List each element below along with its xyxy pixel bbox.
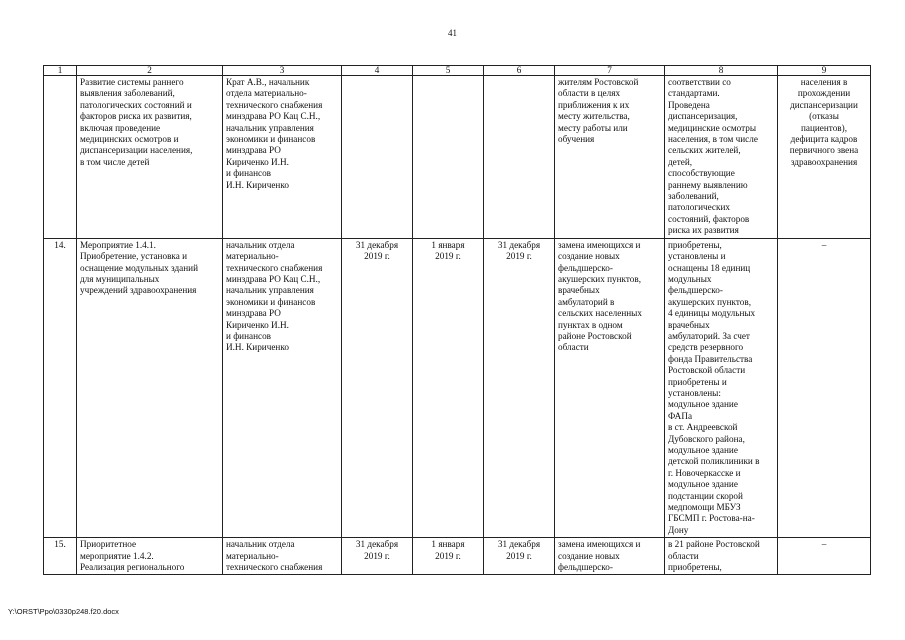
responsible-line: минздрава РО xyxy=(226,308,281,319)
header-col-4: 4 xyxy=(342,66,413,76)
actual-result-line: патологических xyxy=(668,202,730,213)
responsible-line: начальник управления xyxy=(226,122,314,133)
problems-line: первичного звена xyxy=(789,145,859,156)
measure-name-line: выявления заболеваний, xyxy=(80,88,175,99)
planned-result-line: сельских населенных xyxy=(558,308,642,319)
table-row xyxy=(44,76,871,239)
actual-result-line: населения, в том числе xyxy=(668,134,758,145)
actual-result-line: детей, xyxy=(668,156,693,167)
measure-name-line: диспансеризации населения, xyxy=(80,145,193,156)
actual-result-line: Ростовской области xyxy=(668,365,746,376)
measure-name-line: Приобретение, установка и xyxy=(80,251,188,262)
actual-result-line: приобретены, xyxy=(668,562,722,573)
planned-end-date-cell xyxy=(342,76,413,239)
actual-result-line: оснащены 18 единиц xyxy=(668,262,751,273)
responsible-line: начальник управления xyxy=(226,285,314,296)
actual-result-line: Проведена xyxy=(668,99,710,110)
actual-result-line: модульное здание xyxy=(668,479,738,490)
responsible-line: начальник отдела xyxy=(226,539,295,550)
actual-result-line: сельских жителей, xyxy=(668,145,741,156)
responsible-line: экономики и финансов xyxy=(226,296,316,307)
header-col-5: 5 xyxy=(413,66,484,76)
problems-line: диспансеризации xyxy=(790,99,858,110)
actual-result-line: ГБСМП г. Ростова-на- xyxy=(668,513,755,524)
responsible-line: технического снабжения xyxy=(226,99,323,110)
actual-result-line: амбулаторий. За счет xyxy=(668,330,750,341)
header-col-9: 9 xyxy=(778,66,871,76)
actual-result-line: Дону xyxy=(668,524,689,535)
measure-name-line: для муниципальных xyxy=(80,273,160,284)
actual-end-date-cell xyxy=(484,76,555,239)
actual-result-line: установлены и xyxy=(668,251,726,262)
actual-result-line: модульное здание xyxy=(668,445,738,455)
planned-result-line: приближения к их xyxy=(558,99,630,110)
actual-result-line: в 21 районе Ростовской xyxy=(668,539,760,550)
actual-start-date-cell xyxy=(413,76,484,239)
actual-end-date-cell xyxy=(484,538,555,575)
responsible-line: минздрава РО Кац С.Н., xyxy=(226,273,321,284)
actual-result-line: раннему выявлению xyxy=(668,179,748,190)
responsible-line: минздрава РО xyxy=(226,145,281,156)
responsible-line: Крат А.В., начальник xyxy=(226,77,310,87)
actual-result-line: стандартами. xyxy=(668,88,720,99)
measure-name-line: оснащение модульных зданий xyxy=(80,262,198,273)
problems-line: дефицита кадров xyxy=(790,134,858,145)
problems-line: здравоохранения xyxy=(790,156,858,167)
actual-result-line: соответствии со xyxy=(668,77,731,87)
responsible-line: отдела материально- xyxy=(226,88,307,99)
measure-name-line: мероприятие 1.4.2. xyxy=(80,550,154,561)
actual-result-line: способствующие xyxy=(668,168,735,179)
measure-name-line: включая проведение xyxy=(80,122,161,133)
planned-result-line: замена имеющихся и xyxy=(558,539,641,550)
actual-start-date-line: 2019 г. xyxy=(435,550,461,561)
responsible-line: И.Н. Кириченко xyxy=(226,179,289,190)
planned-end-date-line: 31 декабря xyxy=(355,239,399,250)
planned-result-cell xyxy=(555,538,665,575)
planned-result-cell xyxy=(555,76,665,239)
actual-result-line: врачебных xyxy=(668,319,710,330)
actual-end-date-line: 2019 г. xyxy=(506,550,532,561)
responsible-line: материально- xyxy=(226,251,279,262)
actual-result-line: в ст. Андреевской xyxy=(668,422,738,433)
problems-line: пациентов), xyxy=(800,122,847,133)
planned-result-cell xyxy=(555,238,665,538)
actual-end-date-line: 2019 г. xyxy=(506,251,532,262)
actual-result-line: Дубовского района, xyxy=(668,433,745,444)
responsible-line: и финансов xyxy=(226,330,272,341)
planned-result-line: создание новых xyxy=(558,550,620,561)
actual-end-date-line: 31 декабря xyxy=(497,539,541,550)
row-number-line: 15. xyxy=(54,539,66,550)
measure-name-line: медицинских осмотров и xyxy=(80,134,179,145)
problems-line: прохождении xyxy=(797,88,851,99)
actual-start-date-line: 1 января xyxy=(431,239,465,250)
actual-result-line: приобретены, xyxy=(668,239,722,250)
planned-result-line: фельдшерско- xyxy=(558,562,613,573)
measure-name-line: Развитие системы раннего xyxy=(80,77,184,87)
problems-cell xyxy=(778,76,871,239)
planned-result-line: фельдшерско- xyxy=(558,262,613,273)
header-col-2: 2 xyxy=(77,66,223,76)
actual-result-line: диспансеризация, xyxy=(668,111,738,122)
row-number-cell xyxy=(44,76,77,239)
actual-result-line: заболеваний, xyxy=(668,191,719,202)
planned-end-date-line: 31 декабря xyxy=(355,539,399,550)
actual-start-date-line: 2019 г. xyxy=(435,251,461,262)
actual-result-line: акушерских пунктов, xyxy=(668,296,751,307)
planned-result-line: месту жительства, xyxy=(558,111,630,122)
responsible-line: И.Н. Кириченко xyxy=(226,342,289,353)
planned-end-date-line: 2019 г. xyxy=(364,251,390,262)
actual-result-line: состояний, факторов xyxy=(668,213,750,224)
actual-result-line: модульное здание xyxy=(668,399,738,410)
actual-result-line: модульных xyxy=(668,273,712,284)
planned-result-line: области xyxy=(558,342,589,353)
actual-result-line: приобретены и xyxy=(668,376,727,387)
responsible-line: экономики и финансов xyxy=(226,134,316,145)
row-number-cell xyxy=(44,238,77,538)
planned-result-line: амбулаторий в xyxy=(558,296,615,307)
planned-result-line: области в целях xyxy=(558,88,621,99)
actual-result-line: средств резервного xyxy=(668,342,744,353)
planned-end-date-cell xyxy=(342,538,413,575)
row-number-cell xyxy=(44,538,77,575)
header-col-6: 6 xyxy=(484,66,555,76)
actual-start-date-line: 1 января xyxy=(431,539,465,550)
responsible-line: технического снабжения xyxy=(226,262,323,273)
header-col-7: 7 xyxy=(555,66,665,76)
actual-result-cell xyxy=(665,538,778,575)
planned-result-line: месту работы или xyxy=(558,122,628,133)
actual-result-line: риска их развития xyxy=(668,225,739,236)
actual-result-line: фельдшерско- xyxy=(668,285,723,296)
responsible-line: Кириченко И.Н. xyxy=(226,156,289,167)
measure-name-line: Мероприятие 1.4.1. xyxy=(80,239,156,250)
responsible-line: технического снабжения xyxy=(226,562,323,573)
actual-start-date-cell xyxy=(413,538,484,575)
actual-start-date-cell xyxy=(413,238,484,538)
problems-line: – xyxy=(821,539,827,550)
problems-line: – xyxy=(821,239,827,250)
header-col-3: 3 xyxy=(223,66,342,76)
responsible-line: Кириченко И.Н. xyxy=(226,319,289,330)
measure-name-line: Приоритетное xyxy=(80,539,137,550)
actual-result-line: установлены: xyxy=(668,387,721,398)
table-row xyxy=(44,538,871,575)
actual-result-cell xyxy=(665,76,778,239)
actual-result-line: медпомощи МБУЗ xyxy=(668,502,741,513)
planned-result-line: пунктах в одном xyxy=(558,319,623,330)
actual-result-line: детской поликлиники в xyxy=(668,456,760,467)
planned-result-line: замена имеющихся и xyxy=(558,239,641,250)
problems-line: (отказы xyxy=(809,111,839,122)
measure-name-cell xyxy=(77,76,223,239)
actual-result-line: ФАПа xyxy=(668,410,693,421)
planned-result-line: районе Ростовской xyxy=(558,330,632,341)
planned-result-line: врачебных xyxy=(558,285,600,296)
responsible-cell xyxy=(223,538,342,575)
planned-end-date-line: 2019 г. xyxy=(364,550,390,561)
planned-result-line: создание новых xyxy=(558,251,620,262)
actual-result-line: 4 единицы модульных xyxy=(668,308,756,319)
actual-result-cell xyxy=(665,238,778,538)
header-row xyxy=(44,66,871,76)
actual-result-line: фонда Правительства xyxy=(668,353,753,364)
planned-result-line: жителям Ростовской xyxy=(558,77,639,87)
actual-end-date-line: 31 декабря xyxy=(497,239,541,250)
measure-name-line: в том числе детей xyxy=(80,156,150,167)
responsible-line: минздрава РО Кац С.Н., xyxy=(226,111,321,122)
actual-result-line: области xyxy=(668,550,699,561)
measure-name-cell xyxy=(77,538,223,575)
report-table xyxy=(43,65,871,575)
problems-cell xyxy=(778,238,871,538)
responsible-line: материально- xyxy=(226,550,279,561)
actual-end-date-cell xyxy=(484,238,555,538)
measure-name-line: факторов риска их развития, xyxy=(80,111,192,122)
problems-cell xyxy=(778,538,871,575)
row-number-line: 14. xyxy=(54,239,66,250)
table-row xyxy=(44,238,871,538)
measure-name-line: Реализация регионального xyxy=(80,562,185,573)
measure-name-cell xyxy=(77,238,223,538)
problems-line: населения в xyxy=(800,77,848,87)
planned-result-line: обучения xyxy=(558,134,595,145)
header-col-8: 8 xyxy=(665,66,778,76)
planned-end-date-cell xyxy=(342,238,413,538)
planned-result-line: акушерских пунктов, xyxy=(558,273,641,284)
actual-result-line: г. Новочеркасске и xyxy=(668,467,741,478)
measure-name-line: патологических состояний и xyxy=(80,99,192,110)
responsible-cell xyxy=(223,238,342,538)
responsible-line: начальник отдела xyxy=(226,239,295,250)
file-path-footer: Y:\ORST\Ppo\0330p248.f20.docx xyxy=(8,607,119,616)
measure-name-line: учреждений здравоохранения xyxy=(80,285,197,296)
header-col-1: 1 xyxy=(44,66,77,76)
page-number: 41 xyxy=(448,28,457,38)
actual-result-line: подстанции скорой xyxy=(668,490,743,501)
responsible-line: и финансов xyxy=(226,168,272,179)
actual-result-line: медицинские осмотры xyxy=(668,122,757,133)
responsible-cell xyxy=(223,76,342,239)
